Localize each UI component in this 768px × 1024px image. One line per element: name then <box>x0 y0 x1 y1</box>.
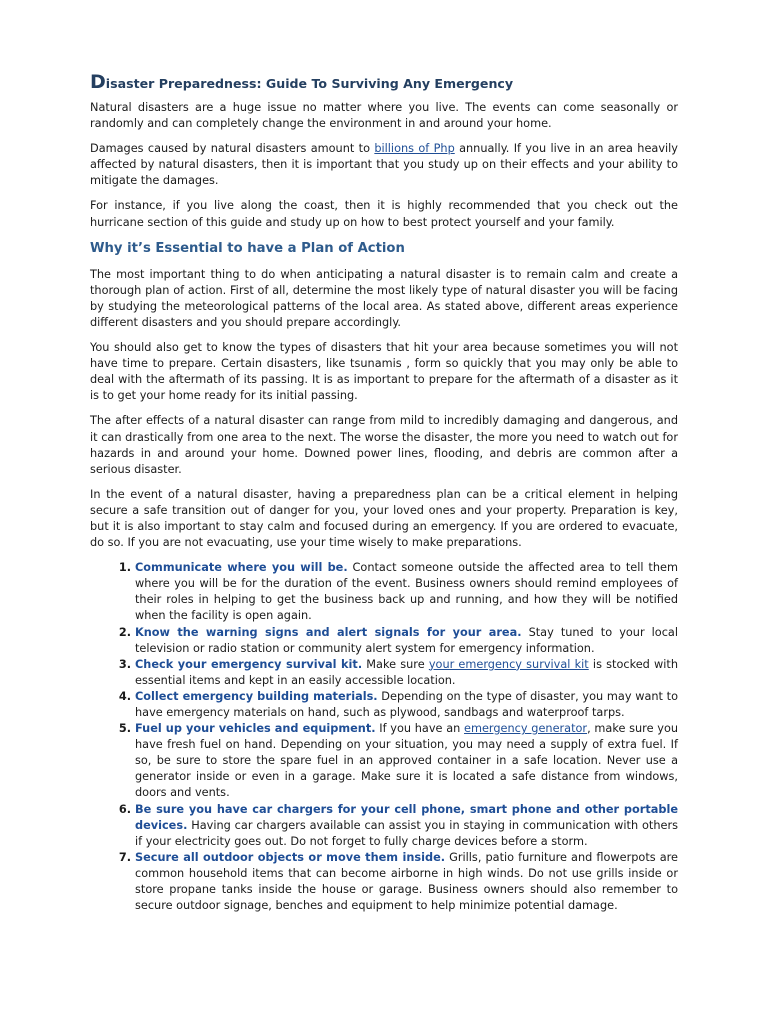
billions-link[interactable]: billions of Php <box>374 142 455 156</box>
step-lead: Be sure you have car chargers for your cell phone, smart phone and other portable devices. <box>135 802 678 832</box>
list-item <box>135 689 678 721</box>
section-paragraph-2: You should also get to know the types of disasters that hit your area because sometimes you will not have time to prepare. Certain disasters, like tsunamis , form so quickly that you may only be able to deal with the aftermath of its passing. It is as important to prepare for the aftermath of a disaster as it is to get your home ready for its initial passing. <box>90 341 678 403</box>
intro-p2-text-before: Damages caused by natural disasters amount to <box>90 142 375 156</box>
intro-p2-text-after: annually. If you live in an area heavily affected by natural disasters, then it is important that you study up on their effects and your ability to mitigate the damages. <box>90 142 678 188</box>
list-item <box>135 625 678 657</box>
list-item <box>135 657 678 689</box>
step-lead: Collect emergency building materials. <box>135 689 378 703</box>
survival-kit-link[interactable]: your emergency survival kit <box>428 657 589 671</box>
intro-paragraph-2 <box>90 141 678 189</box>
list-item <box>135 721 678 801</box>
step-lead: Communicate where you will be. <box>135 561 348 575</box>
document-page <box>90 72 678 914</box>
step-lead: Check your emergency survival kit. <box>135 657 363 671</box>
step-text: Depending on the type of disaster, you may want to have emergency materials on hand, such as plywood, sandbags and waterproof tarps. <box>135 689 679 719</box>
intro-paragraph-1: Natural disasters are a huge issue no matter where you live. The events can come seasonally or randomly and can completely change the environment in and around your home. <box>90 101 678 131</box>
step-lead: Fuel up your vehicles and equipment. <box>135 722 376 736</box>
emergency-generator-link[interactable]: emergency generator <box>464 722 588 736</box>
step-text-before: If you have an <box>375 722 465 736</box>
title-rest: isaster Preparedness: Guide To Surviving Any Emergency <box>105 76 514 91</box>
list-item <box>135 802 678 850</box>
step-text-after: , make sure you have fresh fuel on hand. Depending on your situation, you may need a supply of extra fuel. If so, be sure to store the spare fuel in an approved container in a safe location. Never use a generator inside or even in a garage. Make sure it is located a safe distance from windows, doors and vents. <box>135 722 679 800</box>
section-paragraph-1: The most important thing to do when anticipating a natural disaster is to remain calm and create a thorough plan of action. First of all, determine the most likely type of natural disaster you will be facing by studying the meteorological patterns of the local area. As stated above, different areas experience different disasters and you should prepare accordingly. <box>90 267 678 329</box>
section-paragraph-4: In the event of a natural disaster, having a preparedness plan can be a critical element in helping secure a safe transition out of danger for you, your loved ones and your property. Preparation is key, but it is also important to stay calm and focused during an emergency. If you are ordered to evacuate, do so. If you are not evacuating, use your time wisely to make preparations. <box>90 487 678 550</box>
preparedness-steps-list <box>90 560 678 914</box>
section-paragraph-3: The after effects of a natural disaster can range from mild to incredibly damaging and dangerous, and it can drastically from one area to the next. The worse the disaster, the more you need to watch out for hazards in and around your home. Downed power lines, flooding, and debris are common after a serious disaster. <box>90 414 678 476</box>
document-title <box>90 72 678 94</box>
list-item <box>135 560 678 624</box>
step-text: Having car chargers available can assist you in staying in communication with others if your electricity goes out. Do not forget to fully charge devices before a storm. <box>135 818 678 848</box>
section-heading: Why it’s Essential to have a Plan of Action <box>90 240 405 256</box>
step-text: Grills, patio furniture and flowerpots are common household items that can become airborne in high winds. Do not use grills inside or store propane tanks inside the house or garage. Business owners should also remember to secure outdoor signage, benches and equipment to help minimize potential damage. <box>135 850 678 913</box>
step-lead: Know the warning signs and alert signals for your area. <box>135 625 522 639</box>
list-item <box>135 850 678 914</box>
intro-paragraph-3: For instance, if you live along the coast, then it is highly recommended that you check out the hurricane section of this guide and study up on how to best protect yourself and your family. <box>90 199 678 229</box>
step-text: Contact someone outside the affected area to tell them where you will be for the duration of the event. Business owners should remind employees of their roles in helping to get the business back up and running, and how they will be notified when the facility is open again. <box>135 561 678 623</box>
step-text-after: is stocked with essential items and kept in an easily accessible location. <box>135 657 678 687</box>
step-text-before: Make sure <box>362 657 429 671</box>
step-text: Stay tuned to your local television or radio station or community alert system for emergency information. <box>135 625 678 655</box>
title-first-letter: D <box>90 71 106 93</box>
step-lead: Secure all outdoor objects or move them inside. <box>135 850 446 864</box>
